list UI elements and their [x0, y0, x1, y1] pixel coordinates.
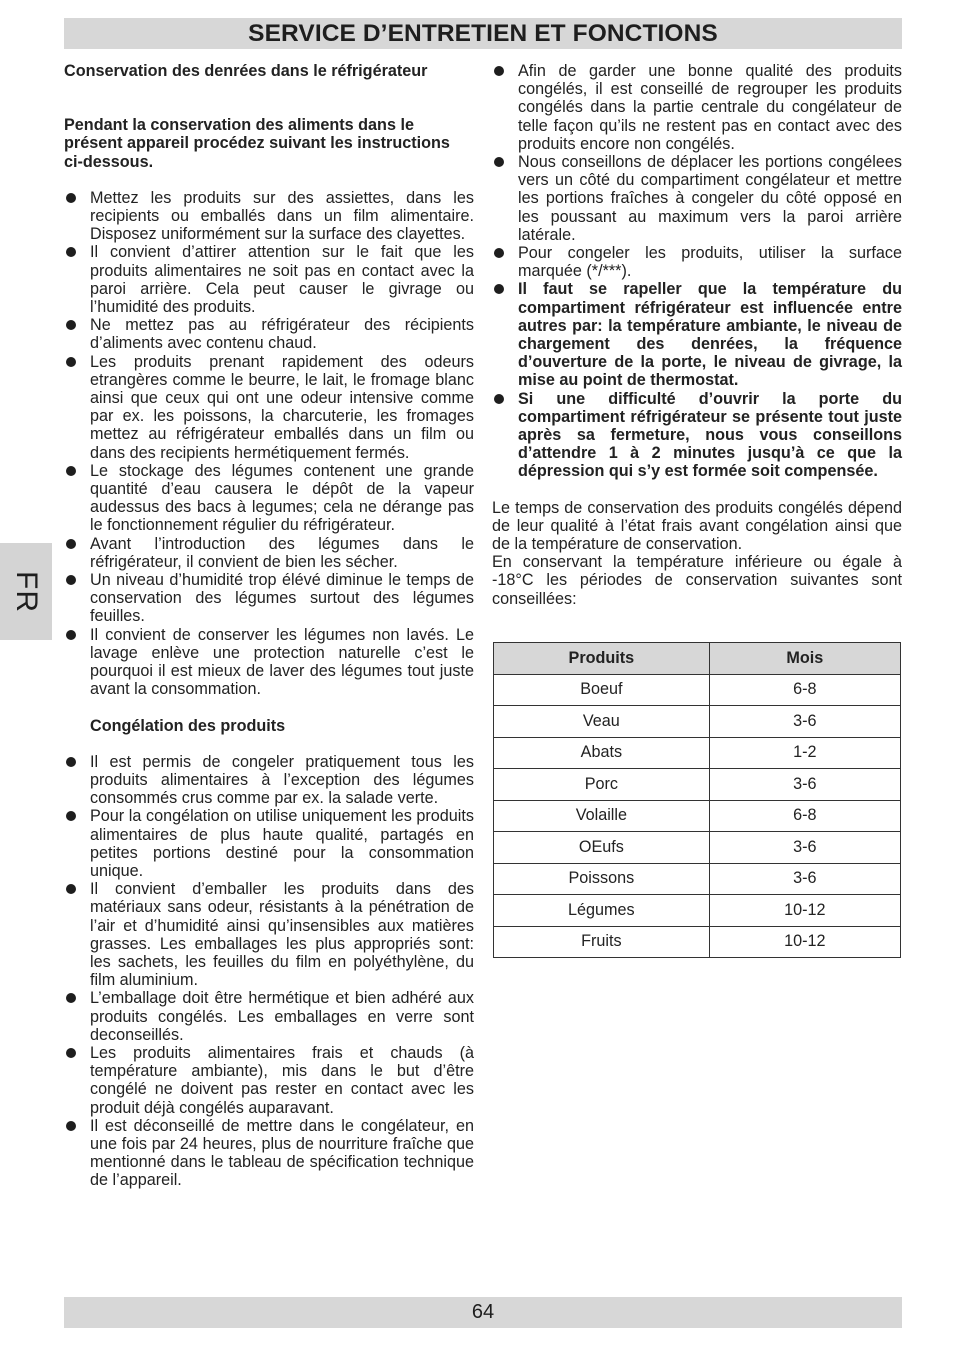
conservation-table	[493, 642, 901, 958]
conservation-paragraph: Le temps de conservation des produits congélés dépend de leur qualité à l’état frais avant congélation ainsi que de la température de conservation.	[492, 498, 902, 554]
product-cell: Porc	[494, 769, 710, 801]
page-title: SERVICE D’ENTRETIEN ET FONCTIONS	[248, 19, 718, 47]
product-cell: Veau	[494, 706, 710, 738]
list-item-important: Il faut se rapeller que la température du compartiment réfrigérateur est influencée entre autres par: la température ambiante, le niveau de chargement des denrées, la fréquence d’ouverture de la porte, le niveau de givrage, la mise au point de thermostat.	[492, 280, 902, 389]
left-column	[64, 62, 474, 1190]
months-cell: 3-6	[709, 769, 900, 801]
column-header-products: Produits	[494, 643, 710, 675]
list-item: Les produits alimentaires frais et chauds (à température ambiante), mis dans le but d’être congélé ne doivent pas rester en contact avec les produit déjà congélés auparavant.	[64, 1044, 474, 1117]
list-item: Avant l’introduction des légumes dans le réfrigérateur, il convient de bien les sécher.	[64, 535, 474, 571]
table-row	[494, 800, 901, 832]
spacer	[492, 481, 902, 499]
list-item: Les produits prenant rapidement des odeurs etrangères comme le beurre, le lait, le fromage blanc ainsi que ceux qui ont une odeur intensive comme par ex. les poissons, la charcuterie, les fromages mettez au réfrigérateur emballés dans un film ou dans des recipients hermétiquement fermés.	[64, 353, 474, 462]
list-item: Un niveau d’humidité trop élévé diminue le temps de conservation des légumes surtout des légumes feuilles.	[64, 571, 474, 626]
product-cell: Poissons	[494, 863, 710, 895]
table-row	[494, 832, 901, 864]
list-item: Il est déconseillé de mettre dans le congélateur, en une fois par 24 heures, plus de nourriture fraîche que mentionné dans le tableau de spécification technique de l’appareil.	[64, 1117, 474, 1190]
list-item: Il convient d’attirer attention sur le fait que les produits alimentaires ne soit pas en contact avec la paroi arrière. Cela peut causer le givrage ou l’humidité des produits.	[64, 243, 474, 316]
months-cell: 3-6	[709, 863, 900, 895]
footer-bar	[64, 1297, 902, 1328]
page-number: 64	[471, 1301, 495, 1323]
table-row	[494, 737, 901, 769]
freezing-bullet-list	[64, 753, 474, 1190]
table-row	[494, 706, 901, 738]
spacer	[64, 171, 474, 189]
spacer	[64, 699, 474, 717]
storage-bullet-list	[64, 189, 474, 699]
months-cell: 1-2	[709, 737, 900, 769]
months-cell: 10-12	[709, 895, 900, 927]
table-row	[494, 926, 901, 958]
table-row	[494, 863, 901, 895]
table-header-row	[494, 643, 901, 675]
table-row	[494, 895, 901, 927]
product-cell: OEufs	[494, 832, 710, 864]
freezer-bullet-list	[492, 62, 902, 481]
product-cell: Volaille	[494, 800, 710, 832]
list-item: Ne mettez pas au réfrigérateur des récipients d’aliments avec contenu chaud.	[64, 316, 474, 352]
section-heading-refrigerator: Conservation des denrées dans le réfrigérateur	[64, 62, 428, 80]
list-item: Afin de garder une bonne qualité des produits congélés, il est conseillé de regrouper les produits congélés dans la partie centrale du congélateur de telle façon qu’ils ne restent pas en contact avec des produits encore non congélés.	[492, 62, 902, 153]
table-row	[494, 769, 901, 801]
section-heading-freezing: Congélation des produits	[90, 716, 286, 735]
right-column	[492, 62, 902, 608]
list-item: Il est permis de congeler pratiquement tous les produits alimentaires à l’exception des légumes consommés crus comme par ex. la salade verte.	[64, 753, 474, 808]
table-row	[494, 674, 901, 706]
list-item-important: Si une difficulté d’ouvrir la porte du compartiment réfrigérateur se présente tout juste après sa fermeture, nous vous conseillons d’attendre 1 à 2 minutes jusqu’à ce que la dépression qui s’y est formée soit compensée.	[492, 390, 902, 481]
spacer	[64, 735, 474, 753]
intro-text: Pendant la conservation des aliments dans le présent appareil procédez suivant les instructions ci-dessous.	[64, 116, 450, 171]
list-item: L’emballage doit être hermétique et bien adhéré aux produits congélés. Les emballages en verre sont deconseillés.	[64, 989, 474, 1044]
list-item: Mettez les produits sur des assiettes, dans les recipients ou emballés dans un film alimentaire. Disposez uniformément sur la surface des clayettes.	[64, 189, 474, 244]
product-cell: Légumes	[494, 895, 710, 927]
temperature-paragraph: En conservant la température inférieure ou égale à -18°C les périodes de conservation suivantes sont conseillées:	[492, 553, 902, 608]
spacer	[64, 80, 474, 116]
list-item: Le stockage des légumes contenent une grande quantité d’eau causera le dépôt de la vapeur audessus des bacs à legumes; cela ne dérange pas le fonctionnement régulier du réfrigérateur.	[64, 462, 474, 535]
list-item: Nous conseillons de déplacer les portions congélees vers un côté du compartiment congélateur et mettre les portions fraîches à congeler du côté opposé en les poussant au maximum vers la paroi arrière latérale.	[492, 153, 902, 244]
months-cell: 3-6	[709, 706, 900, 738]
header-bar	[64, 18, 902, 49]
list-item: Il convient de conserver les légumes non lavés. Le lavage enlève une protection naturelle c’est le pourquoi il est mieux de laver des légumes tout juste avant la consommation.	[64, 626, 474, 699]
language-tab-label: FR	[10, 570, 43, 613]
product-cell: Abats	[494, 737, 710, 769]
product-cell: Fruits	[494, 926, 710, 958]
product-cell: Boeuf	[494, 674, 710, 706]
list-item: Pour la congélation on utilise uniquement les produits alimentaires de plus haute qualité, partagés en petites portions destiné pour la consommation unique.	[64, 807, 474, 880]
list-item: Il convient d’emballer les produits dans des matériaux sans odeur, résistants à la pénétration de l’air et d’humidité ainsi qu’insensibles aux matières grasses. Les emballages les plus appropriés sont: les sachets, les feuilles du film en polyéthylène, du film aluminium.	[64, 880, 474, 989]
months-cell: 6-8	[709, 674, 900, 706]
language-tab	[0, 543, 52, 640]
months-cell: 10-12	[709, 926, 900, 958]
months-cell: 6-8	[709, 800, 900, 832]
months-cell: 3-6	[709, 832, 900, 864]
list-item: Pour congeler les produits, utiliser la surface marquée (*/***).	[492, 244, 902, 280]
column-header-months: Mois	[709, 643, 900, 675]
